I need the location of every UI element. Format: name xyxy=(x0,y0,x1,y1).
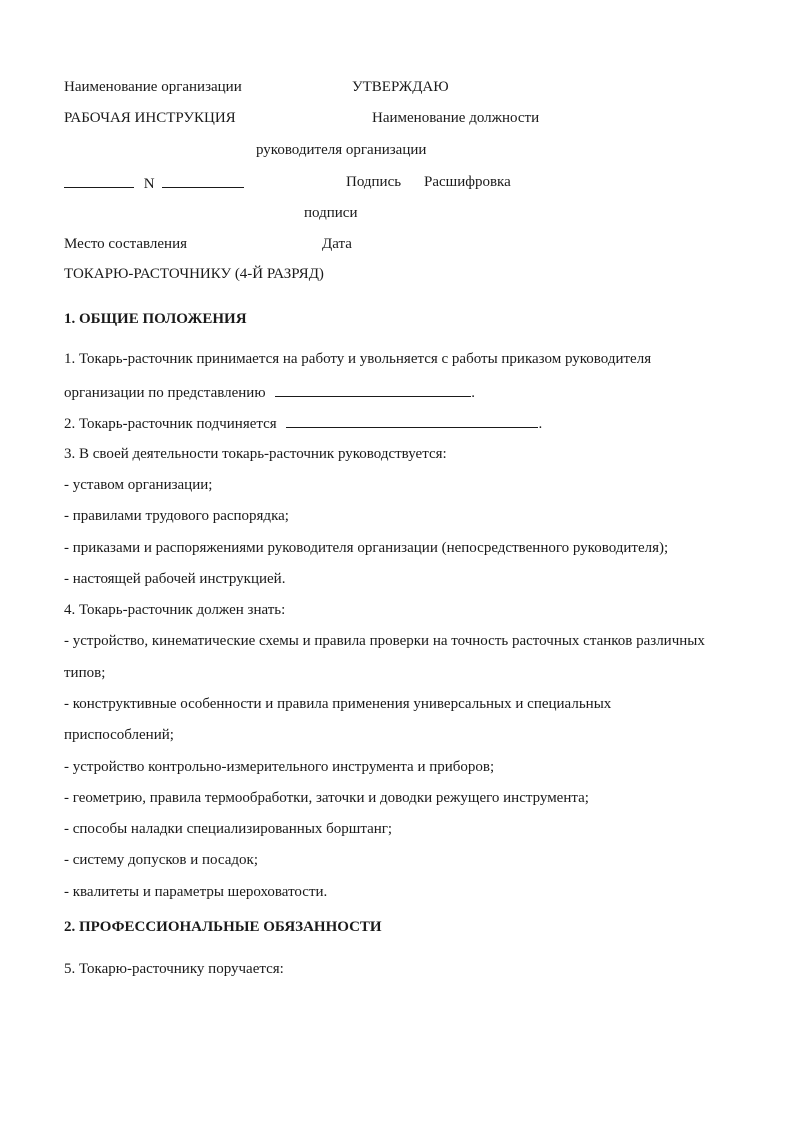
p4-item-1-line2: типов; xyxy=(64,665,106,681)
place-label: Место составления xyxy=(64,236,188,252)
doc-number-line xyxy=(64,173,244,193)
p5-text: 5. Токарю-расточнику поручается: xyxy=(64,961,284,977)
position-name-label: Наименование должности xyxy=(372,110,540,126)
p3-item-1: - уставом организации; xyxy=(64,477,213,493)
document-title: ТОКАРЮ-РАСТОЧНИКУ (4-Й РАЗРЯД) xyxy=(64,266,324,282)
p2-end: . xyxy=(538,416,543,432)
signature-sub-label: подписи xyxy=(304,205,358,221)
p1-line2 xyxy=(64,382,475,402)
p4-item-2-line1: - конструктивные особенности и правила применения универсальных и специальных xyxy=(64,696,612,712)
p1-end: . xyxy=(471,385,476,401)
p2-text: 2. Токарь-расточник подчиняется xyxy=(64,416,277,432)
decoding-label: Расшифровка xyxy=(424,174,511,190)
doc-number-blank xyxy=(162,173,244,188)
p1-line1: 1. Токарь-расточник принимается на работу и увольняется с работы приказом руководителя xyxy=(64,351,652,367)
p1-blank xyxy=(275,382,471,397)
approve-label: УТВЕРЖДАЮ xyxy=(352,79,449,95)
section-2-heading: 2. ПРОФЕССИОНАЛЬНЫЕ ОБЯЗАННОСТИ xyxy=(64,919,382,935)
p2-blank xyxy=(286,413,538,428)
doc-date-blank xyxy=(64,173,134,188)
p4-item-1-line1: - устройство, кинематические схемы и правила проверки на точность расточных станков различных xyxy=(64,633,705,649)
p4-item-3: - устройство контрольно-измерительного инструмента и приборов; xyxy=(64,759,495,775)
org-name-label: Наименование организации xyxy=(64,79,242,95)
p4-item-5: - способы наладки специализированных борштанг; xyxy=(64,821,393,837)
p4-item-2-line2: приспособлений; xyxy=(64,727,174,743)
p4-item-6: - систему допусков и посадок; xyxy=(64,852,258,868)
p3-text: 3. В своей деятельности токарь-расточник руководствуется: xyxy=(64,446,447,462)
head-of-org-label: руководителя организации xyxy=(256,142,427,158)
p4-item-4: - геометрию, правила термообработки, заточки и доводки режущего инструмента; xyxy=(64,790,589,806)
doc-type-label: РАБОЧАЯ ИНСТРУКЦИЯ xyxy=(64,110,236,126)
p3-item-2: - правилами трудового распорядка; xyxy=(64,508,289,524)
p3-item-4: - настоящей рабочей инструкцией. xyxy=(64,571,286,587)
p2-line xyxy=(64,413,542,433)
section-1-heading: 1. ОБЩИЕ ПОЛОЖЕНИЯ xyxy=(64,311,247,327)
p4-text: 4. Токарь-расточник должен знать: xyxy=(64,602,286,618)
number-sign: N xyxy=(143,176,155,192)
p4-item-7: - квалитеты и параметры шероховатости. xyxy=(64,884,328,900)
p3-item-3: - приказами и распоряжениями руководителя организации (непосредственного руководителя); xyxy=(64,540,669,556)
signature-label: Подпись xyxy=(346,174,402,190)
p1-line2-text: организации по представлению xyxy=(64,385,266,401)
date-label: Дата xyxy=(322,236,352,252)
